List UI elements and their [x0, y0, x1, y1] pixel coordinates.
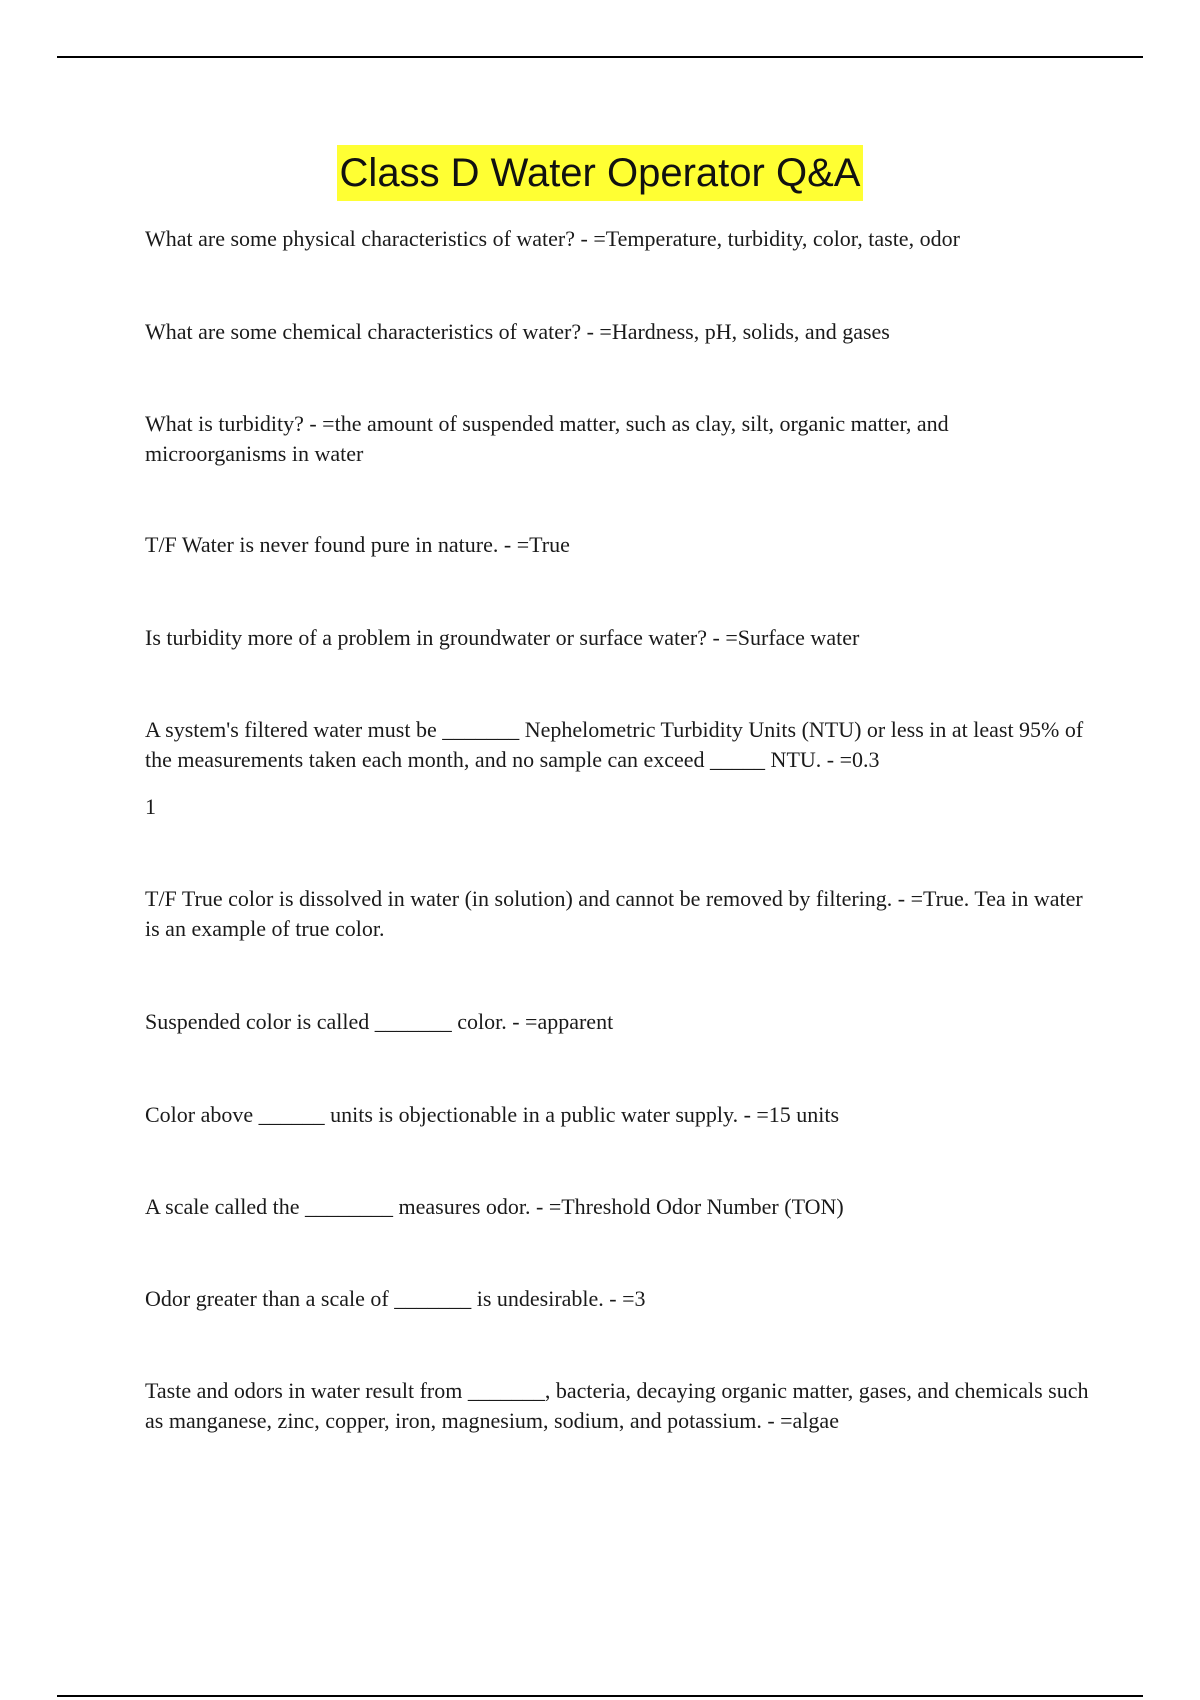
header-rule [57, 56, 1143, 58]
qa-item-9: Color above ______ units is objectionable in a public water supply. - =15 units [145, 1102, 840, 1127]
qa-item-8: Suspended color is called _______ color. - =apparent [145, 1009, 614, 1034]
qa-item-3: What is turbidity? - =the amount of suspended matter, such as clay, silt, organic matter, and microorganisms in water [145, 411, 949, 466]
footer-rule [57, 1695, 1143, 1697]
document-title: Class D Water Operator Q&A [337, 145, 864, 201]
qa-item-2: What are some chemical characteristics of water? - =Hardness, pH, solids, and gases [145, 319, 890, 344]
qa-item-12: Taste and odors in water result from _______, bacteria, decaying organic matter, gases, and chemicals such as manganese, zinc, copper, iron, magnesium, sodium, and potassium. - =algae [145, 1378, 1089, 1433]
title-container [0, 145, 1200, 201]
qa-item-10: A scale called the ________ measures odor. - =Threshold Odor Number (TON) [145, 1194, 844, 1219]
qa-item-1: What are some physical characteristics of water? - =Temperature, turbidity, color, taste, odor [145, 226, 960, 251]
qa-item-11: Odor greater than a scale of _______ is undesirable. - =3 [145, 1286, 646, 1311]
qa-item-6-extra: 1 [145, 794, 156, 819]
qa-item-6: A system's filtered water must be _______ Nephelometric Turbidity Units (NTU) or less in at least 95% of the measurements taken each month, and no sample can exceed _____ NTU. - =0.3 [145, 717, 1084, 772]
qa-item-7: T/F True color is dissolved in water (in solution) and cannot be removed by filtering. - =True. Tea in water is an example of true color. [145, 886, 1083, 941]
qa-item-4: T/F Water is never found pure in nature. - =True [145, 532, 570, 557]
qa-item-5: Is turbidity more of a problem in groundwater or surface water? - =Surface water [145, 625, 860, 650]
